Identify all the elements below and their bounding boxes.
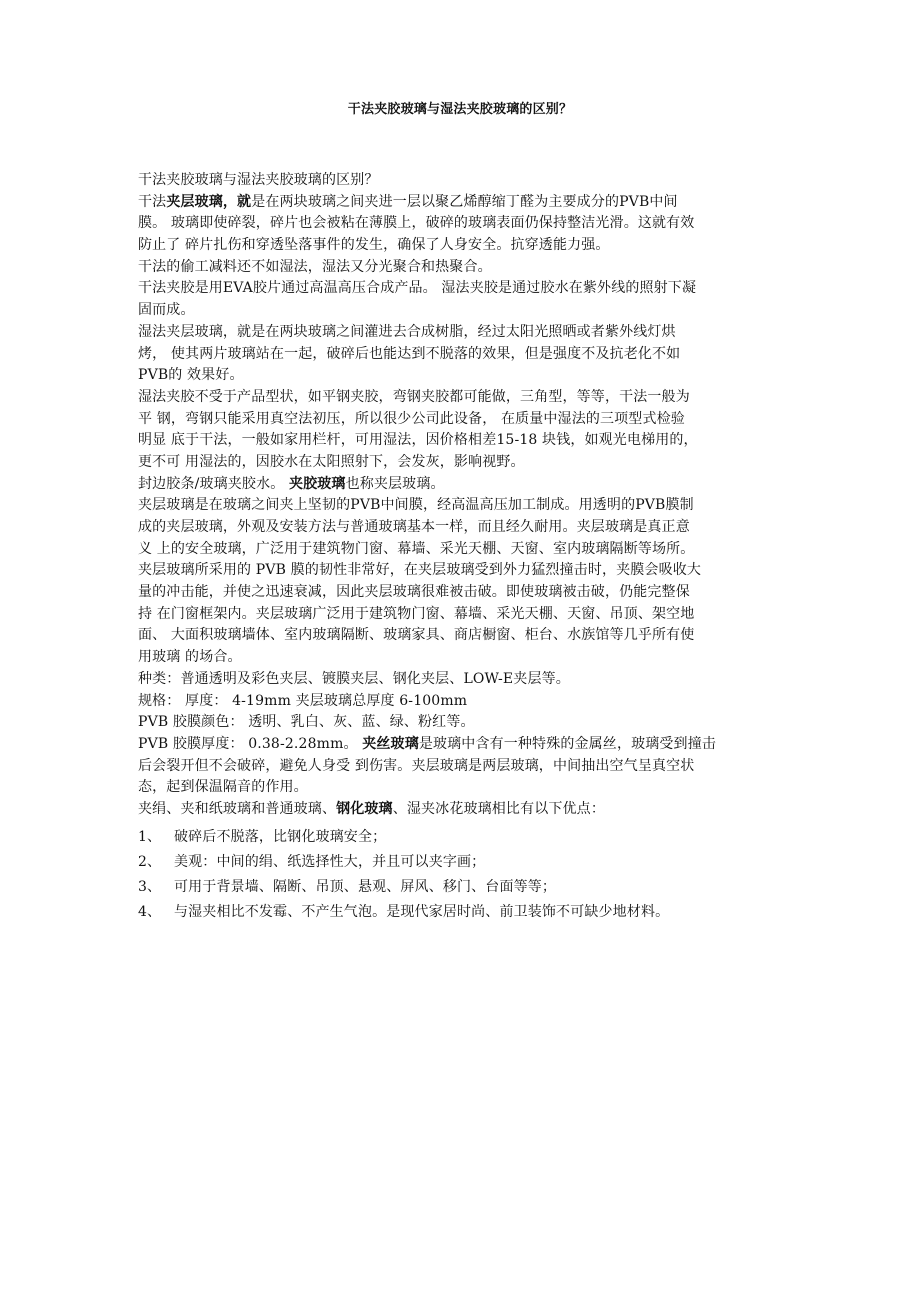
paragraph-line: 规格： 厚度： 4-19mm 夹层玻璃总厚度 6-100mm bbox=[138, 692, 468, 709]
paragraph-line: 成的夹层玻璃，外观及安装方法与普通玻璃基本一样，而且经久耐用。夹层玻璃是真正意 bbox=[138, 519, 690, 535]
paragraph-line: 夹层玻璃所采用的 PVB 膜的韧性非常好，在夹层玻璃受到外力猛烈撞击时，夹膜会吸收大 bbox=[138, 562, 702, 579]
paragraph-line: 持 在门窗框架内。夹层玻璃广泛用于建筑物门窗、幕墙、采光天棚、天窗、吊顶、架空地 bbox=[138, 605, 695, 622]
paragraph-line: 平 钢，弯钢只能采用真空法初压，所以很少公司此设备， 在质量中湿法的三项型式检验 bbox=[138, 410, 685, 427]
paragraph-line: 夹层玻璃是在玻璃之间夹上坚韧的PVB中间膜，经高温高压加工制成。用透明的PVB膜制 bbox=[138, 497, 694, 514]
list-number: 4、 bbox=[138, 904, 162, 921]
paragraph-line: 干法的偷工减料还不如湿法，湿法又分光聚合和热聚合。 bbox=[138, 258, 492, 275]
paragraph-line: 烤， 使其两片玻璃站在一起，破碎后也能达到不脱落的效果，但是强度不及抗老化不如 bbox=[138, 345, 681, 362]
paragraph-line: 防止了 碎片扎伤和穿透坠落事件的发生，确保了人身安全。抗穿透能力强。 bbox=[138, 237, 610, 254]
list-text: 与湿夹相比不发霉、不产生气泡。是现代家居时尚、前卫装饰不可缺少地材料。 bbox=[174, 904, 670, 921]
paragraph-line: 面、 大面积玻璃墙体、室内玻璃隔断、玻璃家具、商店橱窗、柜台、水族馆等几乎所有使 bbox=[138, 627, 695, 644]
paragraph-line: 明显 底于干法，一般如家用栏杆，可用湿法，因价格相差15-18 块钱，如观光电梯用的， bbox=[138, 432, 698, 449]
text-run: PVB 胶膜厚度： 0.38-2.28mm。 bbox=[138, 735, 363, 752]
paragraph-line: 态，起到保温隔音的作用。 bbox=[138, 779, 308, 796]
text-run: 、湿夹冰花玻璃相比有以下优点： bbox=[392, 800, 605, 817]
paragraph-line: 后会裂开但不会破碎，避免人身受 到伤害。夹层玻璃是两层玻璃，中间抽出空气呈真空状 bbox=[138, 757, 695, 774]
paragraph-line bbox=[138, 474, 792, 496]
document-body bbox=[138, 170, 792, 925]
advantages-list bbox=[138, 825, 792, 926]
list-item bbox=[138, 900, 792, 925]
list-text: 可用于背景墙、隔断、吊顶、悬观、屏风、移门、台面等等； bbox=[174, 879, 557, 895]
text-run: 是在两块玻璃之间夹进一层以聚乙烯醇缩丁醛为主要成分的PVB中间 bbox=[251, 193, 678, 210]
paragraph-line: 更不可 用湿法的，因胶水在太阳照射下，会发灰，影响视野。 bbox=[138, 453, 525, 470]
paragraph-line: 义 上的安全玻璃，广泛用于建筑物门窗、幕墙、采光天棚、天窗、室内玻璃隔断等场所。 bbox=[138, 540, 695, 557]
text-run: 封边胶条/玻璃夹胶水。 bbox=[138, 475, 289, 492]
list-item bbox=[138, 850, 792, 875]
paragraph-line: PVB的 效果好。 bbox=[138, 367, 244, 384]
list-number: 2、 bbox=[138, 853, 162, 870]
text-run: 干法 bbox=[138, 193, 167, 210]
document-title: 干法夹胶玻璃与湿法夹胶玻璃的区别？ bbox=[347, 102, 573, 117]
paragraph-line: 量的冲击能，并使之迅速衰减，因此夹层玻璃很难被击破。即使玻璃被击破，仍能完整保 bbox=[138, 584, 690, 601]
paragraph-line: 种类：普通透明及彩色夹层、镀膜夹层、钢化夹层、LOW-E夹层等。 bbox=[138, 670, 570, 687]
paragraph-line: 干法夹胶玻璃与湿法夹胶玻璃的区别？ bbox=[138, 172, 379, 188]
paragraph-line: PVB 胶膜颜色： 透明、乳白、灰、蓝、绿、粉红等。 bbox=[138, 714, 475, 731]
text-run: 是玻璃中含有一种特殊的金属丝，玻璃受到撞击 bbox=[418, 735, 717, 752]
paragraph-line bbox=[138, 192, 792, 214]
paragraph-line bbox=[138, 799, 792, 821]
paragraph-line: 膜。 玻璃即使碎裂，碎片也会被粘在薄膜上，破碎的玻璃表面仍保持整洁光滑。这就有效 bbox=[138, 215, 695, 232]
text-run: 也称夹层玻璃。 bbox=[345, 475, 445, 492]
list-number: 1、 bbox=[138, 828, 162, 845]
list-text: 美观：中间的绢、纸选择性大，并且可以夹字画； bbox=[174, 853, 486, 870]
bold-term: 夹丝玻璃 bbox=[362, 735, 419, 752]
paragraph-line: 湿法夹层玻璃，就是在两块玻璃之间灌进去合成树脂，经过太阳光照晒或者紫外线灯烘 bbox=[138, 323, 676, 340]
bold-term: 钢化玻璃 bbox=[336, 800, 393, 817]
list-number: 3、 bbox=[138, 879, 162, 895]
paragraph-line: 干法夹胶是用EVA胶片通过高温高压合成产品。 湿法夹胶是通过胶水在紫外线的照射下凝 bbox=[138, 280, 697, 297]
paragraph-line: 湿法夹胶不受于产品型状，如平钢夹胶，弯钢夹胶都可能做，三角型，等等，干法一般为 bbox=[138, 388, 690, 405]
list-item bbox=[138, 825, 792, 850]
bold-term: 夹层玻璃，就 bbox=[166, 193, 252, 210]
paragraph-line: 用玻璃 的场合。 bbox=[138, 649, 242, 666]
list-item bbox=[138, 875, 792, 900]
bold-term: 夹胶玻璃 bbox=[288, 475, 346, 492]
text-run: 夹绢、夹和纸玻璃和普通玻璃、 bbox=[138, 800, 337, 817]
paragraph-line: 固而成。 bbox=[138, 302, 195, 319]
paragraph-line bbox=[138, 734, 792, 756]
list-text: 破碎后不脱落，比钢化玻璃安全； bbox=[174, 828, 387, 845]
